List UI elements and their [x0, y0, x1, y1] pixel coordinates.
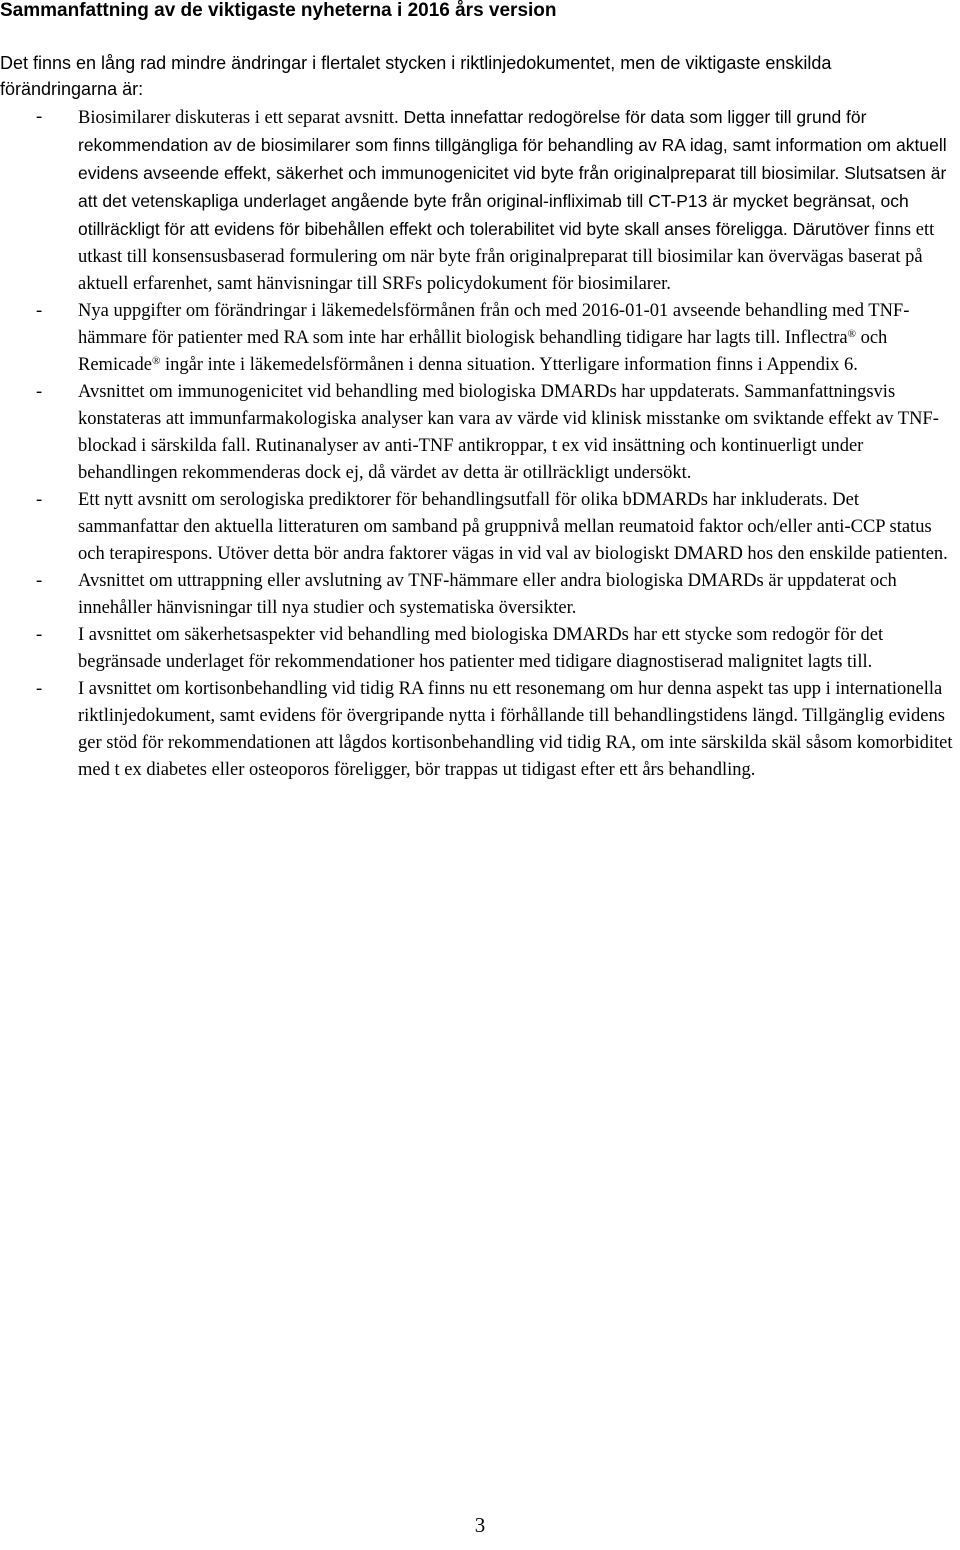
- page-number: 3: [474, 1513, 486, 1537]
- item-text: I avsnittet om säkerhetsaspekter vid behandling med biologiska DMARDs har ett stycke som redogör för det begränsade underlaget för rekommendationer hos patienter med tidigare diagnostiserad malignitet lagts till.: [78, 625, 884, 672]
- item-text-serif: Biosimilarer diskuteras i ett separat avsnitt.: [78, 108, 399, 128]
- item-text: Avsnittet om uttrappning eller avslutning av TNF-hämmare eller andra biologiska DMARDs är uppdaterat och innehåller hänvisningar till nya studier och systematiska översikter.: [78, 571, 897, 618]
- changes-list: [0, 104, 958, 784]
- bullet-dash: -: [36, 301, 43, 321]
- item-text: Nya uppgifter om förändringar i läkemedelsförmånen från och med 2016-01-01 avseende behandling med TNF-hämmare för patienter med RA som inte har erhållit biologisk behandling tidigare har lagts till. Inflectra: [78, 301, 910, 348]
- bullet-dash: -: [36, 571, 43, 591]
- registered-mark: ®: [151, 355, 161, 367]
- item-text: och Remicade: [78, 328, 888, 375]
- list-item-kortisonbehandling: [0, 676, 958, 784]
- item-text: ingår inte i läkemedelsförmånen i denna situation. Ytterligare information finns i Appendix 6.: [160, 355, 858, 375]
- list-item-biosimilarer: [0, 104, 958, 298]
- list-item-lakemedelsformanen: [0, 298, 958, 379]
- item-text: Ett nytt avsnitt om serologiska prediktorer för behandlingsutfall för olika bDMARDs har inkluderats. Det sammanfattar den aktuella litteraturen om samband på gruppnivå mellan reumatoid faktor och/eller anti-CCP status och terapirespons. Utöver detta bör andra faktorer vägas in vid val av biologiskt DMARD hos den enskilde patienten.: [78, 490, 948, 564]
- bullet-dash: -: [36, 625, 43, 645]
- list-item-sakerhetsaspekter: [0, 622, 958, 676]
- item-text-serif-continued: finns ett utkast till konsensusbaserad formulering om när byte från originalpreparat till biosimilar kan övervägas baserat på aktuell erfarenhet, samt hänvisningar till SRFs policydokument för biosimilarer.: [78, 220, 935, 294]
- item-text: Avsnittet om immunogenicitet vid behandling med biologiska DMARDs har uppdaterats. Sammanfattningsvis konstateras att immunfarmakologiska analyser kan vara av värde vid klinisk misstanke om sviktande effekt av TNF-blockad i särskilda fall. Rutinanalyser av anti-TNF antikroppar, t ex vid insättning och kontinuerligt under behandlingen rekommenderas dock ej, då värdet av detta är otillräckligt undersökt.: [78, 382, 939, 483]
- list-item-serologiska-prediktorer: [0, 487, 958, 568]
- item-text-sans: Detta innefattar redogörelse för data som ligger till grund för rekommendation av de biosimilarer som finns tillgängliga för behandling av RA idag, samt information om aktuell evidens avseende effekt, säkerhet och immunogenicitet vid byte från originalpreparat till biosimilar. Slutsatsen är att det vetenskapliga underlaget angående byte från original-infliximab till CT-P13 är mycket begränsat, och otillräckligt för att evidens för bibehållen effekt och tolerabilitet vid byte skall anses föreligga. Därutöver: [78, 107, 947, 239]
- registered-mark: ®: [847, 328, 856, 340]
- section-title: Sammanfattning av de viktigaste nyheterna i 2016 års version: [0, 0, 557, 21]
- item-text: I avsnittet om kortisonbehandling vid tidig RA finns nu ett resonemang om hur denna aspekt tas upp i internationella riktlinjedokument, samt evidens för övergripande nytta i förhållande till behandlingstidens längd. Tillgänglig evidens ger stöd för rekommendationen att lågdos kortisonbehandling vid tidig RA, om inte särskilda skäl såsom komorbiditet med t ex diabetes eller osteoporos föreligger, bör trappas ut tidigast efter ett års behandling.: [78, 679, 953, 780]
- list-item-immunogenicitet: [0, 379, 958, 487]
- list-item-uttrappning: [0, 568, 958, 622]
- bullet-dash: -: [36, 490, 43, 510]
- bullet-dash: -: [36, 679, 43, 699]
- intro-paragraph: Det finns en lång rad mindre ändringar i flertalet stycken i riktlinjedokumentet, men de viktigaste enskilda förändringarna är:: [0, 53, 832, 99]
- bullet-dash: -: [36, 382, 43, 402]
- bullet-dash: -: [36, 107, 43, 127]
